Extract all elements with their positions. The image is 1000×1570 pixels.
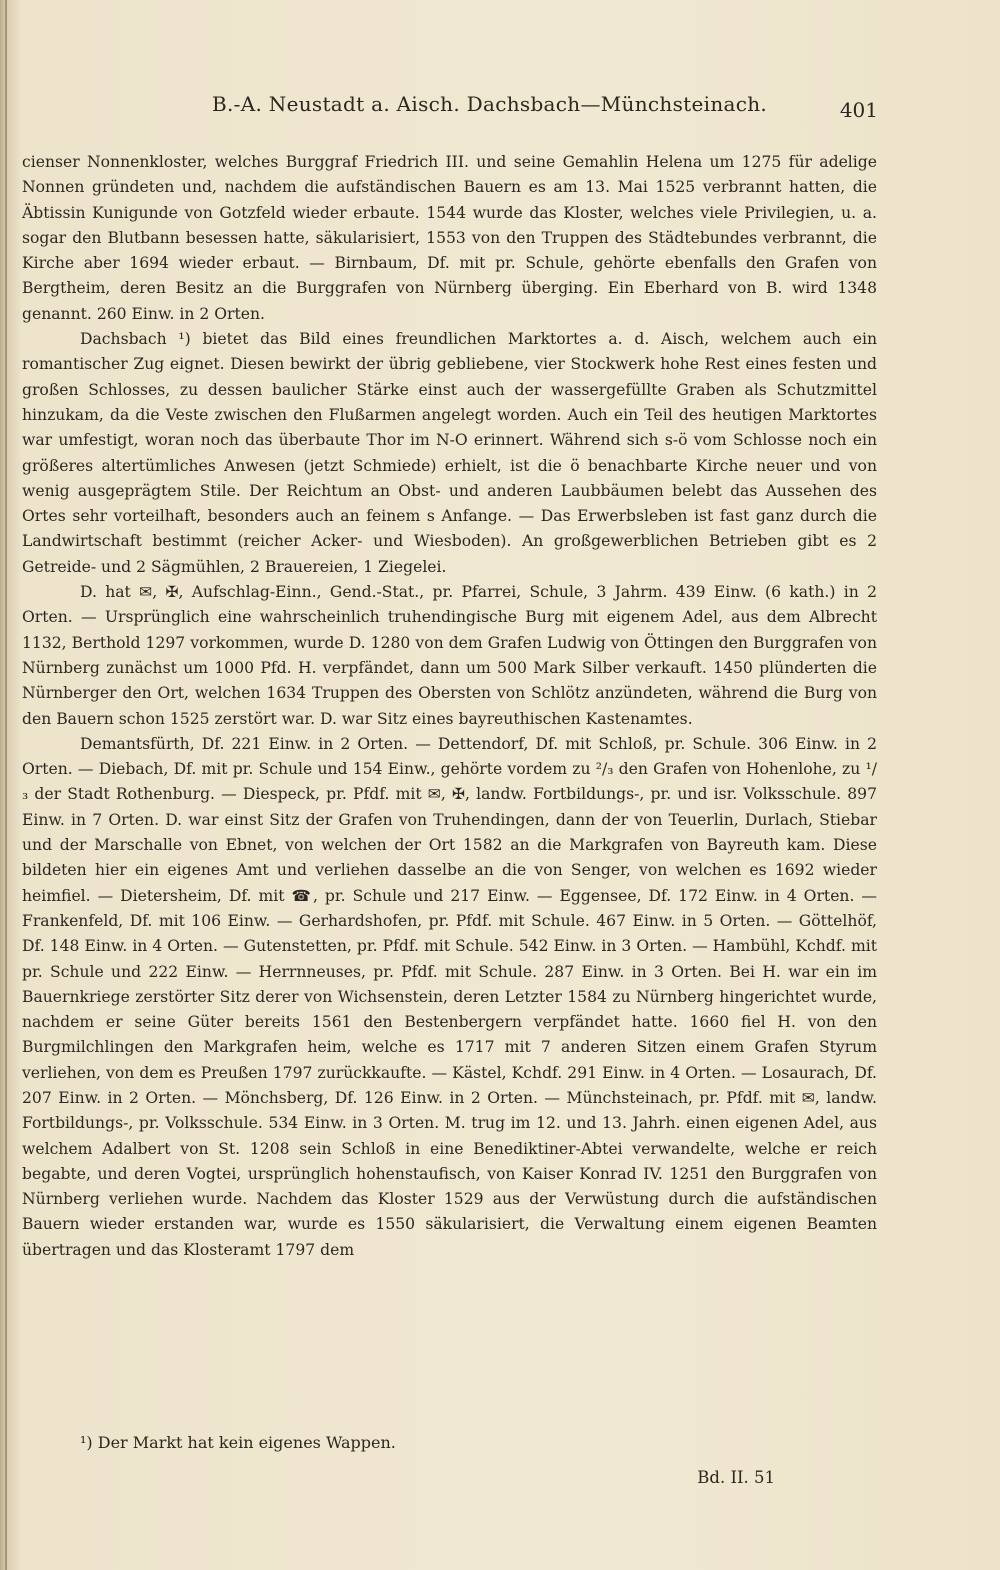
binding-edge	[5, 0, 7, 1570]
footnote: ¹) Der Markt hat kein eigenes Wappen.	[80, 1433, 396, 1452]
running-head: B.-A. Neustadt a. Aisch. Dachsbach—Münchsteinach.	[212, 92, 768, 116]
page-number: 401	[839, 98, 878, 122]
paragraph: Demantsfürth, Df. 221 Einw. in 2 Orten. — Dettendorf, Df. mit Schloß, pr. Schule. 306 Einw. in 2 Orten. — Diebach, Df. mit pr. Schule und 154 Einw., gehörte vordem zu ²/₃ den Grafen von Hohenlohe, zu ¹/₃ der Stadt Rothenburg. — Diespeck, pr. Pfdf. mit ✉, ✠, landw. Fortbildungs-, pr. und isr. Volksschule. 897 Einw. in 7 Orten. D. war einst Sitz der Grafen von Truhendingen, dann der von Teuerlin, Durlach, Stiebar und der Marschalle von Ebnet, von welchen der Ort 1582 an die Markgrafen von Bayreuth kam. Diese bildeten hier ein eigenes Amt und verliehen dasselbe an die von Senger, von welchen es 1692 wieder heimfiel. — Dietersheim, Df. mit ☎, pr. Schule und 217 Einw. — Eggensee, Df. 172 Einw. in 4 Orten. — Frankenfeld, Df. mit 106 Einw. — Gerhardshofen, pr. Pfdf. mit Schule. 467 Einw. in 5 Orten. — Göttelhöf, Df. 148 Einw. in 4 Orten. — Gutenstetten, pr. Pfdf. mit Schule. 542 Einw. in 3 Orten. — Hambühl, Kchdf. mit pr. Schule und 222 Einw. — Herrnneuses, pr. Pfdf. mit Schule. 287 Einw. in 3 Orten. Bei H. war ein im Bauernkriege zerstörter Sitz derer von Wichsenstein, deren Letzter 1584 zu Nürnberg hingerichtet wurde, nachdem er seine Güter bereits 1561 den Bestenbergern verpfändet hatte. 1660 fiel H. von den Burgmilchlingen den Markgrafen heim, welche es 1717 mit 7 anderen Sitzen einem Grafen Styrum verliehen, von dem es Preußen 1797 zurückkaufte. — Kästel, Kchdf. 291 Einw. in 4 Orten. — Losaurach, Df. 207 Einw. in 2 Orten. — Mönchsberg, Df. 126 Einw. in 2 Orten. — Münchsteinach, pr. Pfdf. mit ✉, landw. Fortbildungs-, pr. Volksschule. 534 Einw. in 3 Orten. M. trug im 12. und 13. Jahrh. einen eigenen Adel, aus welchem Adalbert von St. 1208 sein Schloß in eine Benediktiner-Abtei verwandelte, welche er reich begabte, und deren Vogtei, ursprünglich hohenstaufisch, von Kaiser Konrad IV. 1251 den Burggrafen von Nürnberg verliehen wurde. Nachdem das Kloster 1529 aus der Verwüstung durch die aufständischen Bauern wieder erstanden war, wurde es 1550 säkularisiert, die Verwaltung einem eigenen Beamten übertragen und das Klosteramt 1797 dem	[22, 734, 877, 1259]
paragraph: cienser Nonnenkloster, welches Burggraf Friedrich III. und seine Gemahlin Helena um 1275 für adelige Nonnen gründeten und, nachdem die aufständischen Bauern es am 13. Mai 1525 verbrannt hatten, die Äbtissin Kunigunde von Gotzfeld wieder erbaute. 1544 wurde das Kloster, welches viele Privilegien, u. a. sogar den Blutbann besessen hatte, säkularisiert, 1553 von den Truppen des Städtebundes verbrannt, die Kirche aber 1694 wieder erbaut. — Birnbaum, Df. mit pr. Schule, gehörte ebenfalls den Grafen von Bergtheim, deren Besitz an die Burggrafen von Nürnberg überging. Ein Eberhard von B. wird 1348 genannt. 260 Einw. in 2 Orten.	[22, 153, 877, 323]
paragraph: D. hat ✉, ✠, Aufschlag-Einn., Gend.-Stat., pr. Pfarrei, Schule, 3 Jahrm. 439 Einw. (6 kath.) in 2 Orten. — Ursprünglich eine wahrscheinlich truhendingische Burg mit eigenem Adel, aus dem Albrecht 1132, Berthold 1297 vorkommen, wurde D. 1280 von dem Grafen Ludwig von Öttingen den Burggrafen von Nürnberg zunächst um 1000 Pfd. H. verpfändet, dann um 500 Mark Silber verkauft. 1450 plünderten die Nürnberger den Ort, welchen 1634 Truppen des Obersten von Schlötz anzündeten, während die Burg von den Bauern schon 1525 zerstört war. D. war Sitz eines bayreuthischen Kastenamtes.	[22, 583, 877, 728]
page-header	[0, 92, 1000, 122]
body-text	[22, 150, 877, 1263]
paragraph: Dachsbach ¹) bietet das Bild eines freundlichen Marktortes a. d. Aisch, welchem auch ein romantischer Zug eignet. Diesen bewirkt der übrig gebliebene, vier Stockwerk hohe Rest eines festen und großen Schlosses, zu dessen baulicher Stärke einst auch der wassergefüllte Graben als Schutzmittel hinzukam, da die Veste zwischen den Flußarmen angelegt worden. Auch ein Teil des heutigen Marktortes war umfestigt, woran noch das überbaute Thor im N-O erinnert. Während sich s-ö vom Schlosse noch ein größeres altertümliches Anwesen (jetzt Schmiede) erhielt, ist die ö benachbarte Kirche neuer und von wenig ausgeprägtem Stile. Der Reichtum an Obst- und anderen Laubbäumen belebt das Aussehen des Ortes sehr vorteilhaft, besonders auch an feinem s Anfange. — Das Erwerbsleben ist fast ganz durch die Landwirtschaft bestimmt (reicher Acker- und Wiesboden). An großgewerblichen Betrieben gibt es 2 Getreide- und 2 Sägmühlen, 2 Brauereien, 1 Ziegelei.	[22, 330, 877, 576]
volume-signature: Bd. II. 51	[697, 1468, 775, 1487]
